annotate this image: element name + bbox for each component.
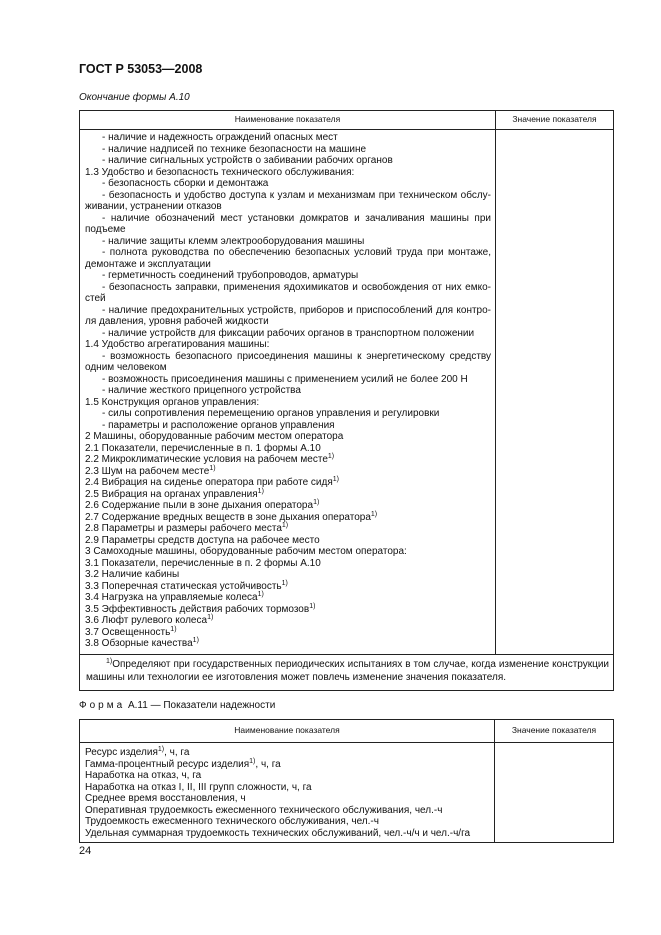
list-item: 3.3 Поперечная статическая устойчивость$^{1)}$	[85, 579, 288, 592]
footnote-mark: 1)	[281, 579, 288, 587]
list-item: 2.6 Содержание пыли в зоне дыхания оператора$^{1)}$	[85, 499, 320, 511]
indicator-list-cell	[80, 130, 496, 655]
list-item: - наличие сигнальных устройств о забивании рабочих органов	[102, 155, 393, 166]
table-footnote: $^{1)}$Определяют при государственных периодических испытаниях в том случае, когда изменение конструкции машины или технологии ее изготовления может повлечь изменение значения показателя.	[80, 655, 614, 691]
form-caption: Форма А.11 — Показатели надежности	[79, 700, 276, 711]
list-item: - наличие обозначений мест установки домкратов и зачаливания машины при	[102, 212, 491, 224]
reliability-table-a11	[79, 719, 614, 843]
indicator-list-cell	[80, 743, 495, 843]
list-item: 2.5 Вибрация на органах управления$^{1)}$	[85, 487, 264, 500]
list-item: 2.3 Шум на рабочем месте$^{1)}$	[85, 464, 216, 477]
list-item: 1.4 Удобство агрегатирования машины:	[85, 339, 270, 350]
column-header-name: Наименование показателя	[80, 720, 495, 743]
list-item: - наличие устройств для фиксации рабочих органов в транспортном положении	[102, 327, 475, 339]
list-item: - возможность присоединения машины с применением усилий не более 200 Н	[102, 373, 468, 385]
footnote-mark: 1)	[257, 591, 264, 598]
list-item: Среднее время восстановления, ч	[85, 793, 246, 804]
list-item: 3.5 Эффективность действия рабочих тормозов$^{1)}$	[85, 602, 316, 615]
list-item: - безопасность и удобство доступа к узлам и механизмам при техническом обслу-	[102, 189, 491, 201]
list-item: 2.7 Содержание вредных веществ в зоне дыхания оператора$^{1)}$	[85, 510, 378, 523]
list-item: Наработка на отказ, ч, га	[85, 770, 202, 781]
list-item: 1.5 Конструкция органов управления:	[85, 396, 260, 408]
list-item: ля давления, уровня рабочей жидкости	[85, 316, 269, 327]
list-item: Наработка на отказ I, II, III групп сложности, ч, га	[85, 781, 312, 793]
footnote-mark: 1)	[327, 453, 335, 460]
column-header-value: Значение показателя	[496, 111, 614, 130]
list-item: - наличие надписей по технике безопасности на машине	[102, 143, 367, 155]
list-item: - силы сопротивления перемещению органов управления и регулировки	[102, 408, 440, 419]
list-item: Гамма-процентный ресурс изделия$^{1)}$, ч, га	[85, 757, 281, 770]
list-item: подъеме	[85, 224, 126, 235]
list-item: 3.8 Обзорные качества$^{1)}$	[85, 637, 199, 649]
list-item: Оперативная трудоемкость ежесменного технического обслуживания, чел.-ч	[85, 804, 443, 816]
footnote-mark: 1)	[207, 614, 214, 621]
list-item: - наличие жесткого прицепного устройства	[102, 385, 301, 396]
list-item: 3 Самоходные машины, оборудованные рабочим местом оператора:	[85, 546, 407, 557]
list-item: 3.4 Нагрузка на управляемые колеса$^{1)}$	[85, 591, 264, 603]
list-item: демонтаже и эксплуатации	[85, 258, 211, 270]
list-item: Ресурс изделия$^{1)}$, ч, га	[85, 746, 190, 758]
list-item: 2 Машины, оборудованные рабочим местом оператора	[85, 431, 344, 442]
footnote-mark: 1)	[313, 499, 320, 506]
page-number: 24	[79, 845, 92, 857]
list-item: 1.3 Удобство и безопасность технического обслуживания:	[85, 166, 355, 178]
list-item: Удельная суммарная трудоемкость технических обслуживаний, чел.-ч/ч и чел.-ч/га	[85, 827, 471, 839]
footnote-mark: 1)	[281, 522, 289, 529]
footnote-mark: 1)	[106, 658, 113, 665]
value-cell	[495, 743, 614, 843]
list-item: - возможность безопасного присоединения машины к энергетическому средству	[102, 350, 491, 362]
list-item: - герметичность соединений трубопроводов, арматуры	[102, 270, 359, 281]
list-item: одним человеком	[85, 362, 167, 373]
footnote-mark: 1)	[249, 757, 256, 765]
list-item: - наличие и надежность ограждений опасных мест	[102, 132, 338, 143]
value-cell	[496, 130, 614, 655]
list-item: 2.1 Показатели, перечисленные в п. 1 формы А.10	[85, 442, 321, 454]
list-item: 2.8 Параметры и размеры рабочего места$^{1)}$	[85, 522, 289, 534]
list-item: - наличие предохранительных устройств, приборов и приспособлений для контро-	[102, 304, 491, 316]
footnote-mark: 1)	[192, 637, 199, 644]
footnote-mark: 1)	[157, 746, 165, 753]
list-item: - полнота руководства по обеспечению безопасных условий труда при монтаже,	[102, 247, 491, 258]
footnote-mark: 1)	[209, 464, 216, 472]
footnote-mark: 1)	[332, 476, 339, 483]
footnote-mark: 1)	[309, 602, 316, 610]
footnote-mark: 1)	[257, 487, 264, 495]
document-id: ГОСТ Р 53053—2008	[79, 62, 203, 76]
list-item: - параметры и расположение органов управления	[102, 419, 335, 431]
list-item: 3.2 Наличие кабины	[85, 569, 180, 580]
list-item: 2.2 Микроклиматические условия на рабочем месте$^{1)}$	[85, 453, 335, 465]
table-caption: Окончание формы А.10	[79, 92, 190, 103]
list-item: 2.4 Вибрация на сиденье оператора при работе сидя$^{1)}$	[85, 476, 339, 488]
footnote-mark: 1)	[170, 625, 177, 633]
list-item: 3.7 Освещенность$^{1)}$	[85, 625, 177, 638]
list-item: - безопасность заправки, применения ядохимикатов и освобождения от них емко-	[102, 281, 491, 293]
list-item: 2.9 Параметры средств доступа на рабочее место	[85, 534, 320, 546]
column-header-value: Значение показателя	[495, 720, 614, 743]
list-item: - наличие защиты клемм электрооборудования машины	[102, 235, 365, 247]
list-item: 3.6 Люфт рулевого колеса$^{1)}$	[85, 614, 214, 626]
list-item: 3.1 Показатели, перечисленные в п. 2 формы А.10	[85, 557, 321, 569]
list-item: - безопасность сборки и демонтажа	[102, 178, 269, 189]
footnote-mark: 1)	[370, 510, 378, 518]
indicators-table-a10	[79, 110, 614, 691]
list-item: стей	[85, 293, 106, 304]
column-header-name: Наименование показателя	[80, 111, 496, 130]
list-item: Трудоемкость ежесменного технического обслуживания, чел.-ч	[85, 816, 379, 827]
list-item: живании, устранении отказов	[85, 201, 222, 212]
